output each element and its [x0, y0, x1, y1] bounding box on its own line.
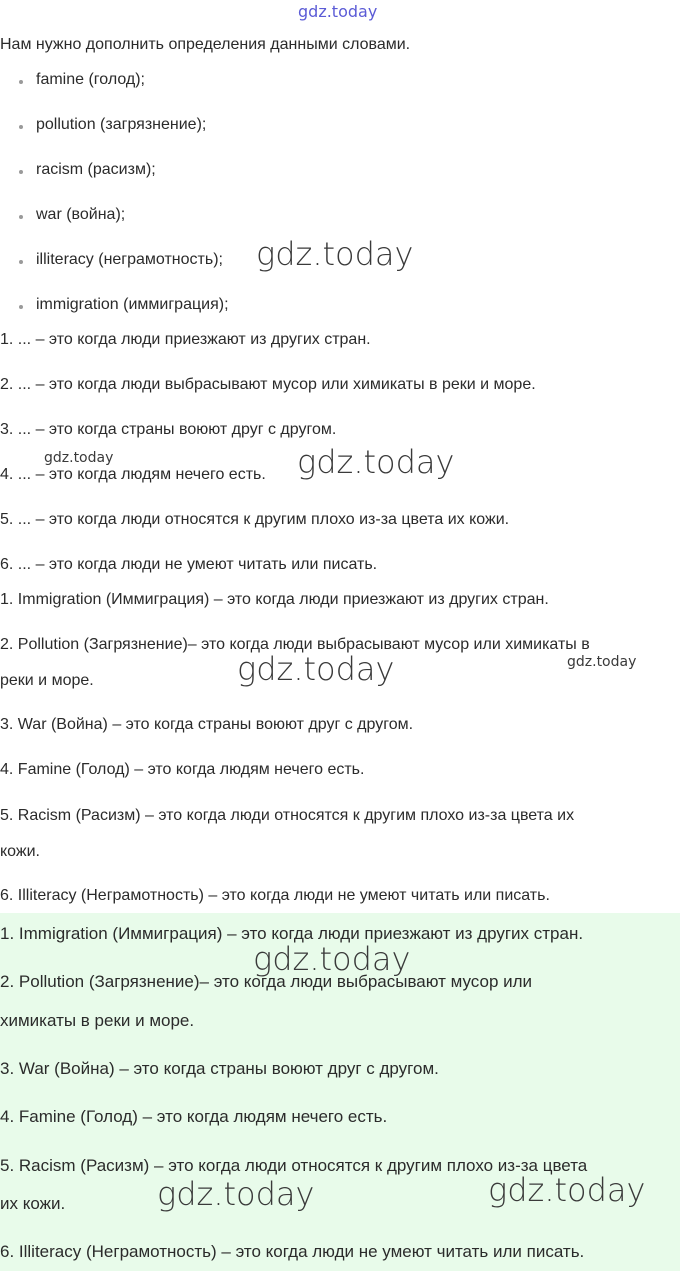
bullet-icon — [19, 305, 23, 309]
answer-line: 4. Famine (Голод) – это когда людям нечего есть. — [0, 1107, 388, 1126]
solution-line: реки и море. — [0, 672, 94, 689]
bullet-icon — [19, 80, 23, 84]
solution-line: 1. Immigration (Иммиграция) – это когда люди приезжают из других стран. — [0, 591, 549, 608]
task-line: 2. ... – это когда люди выбрасывают мусор или химикаты в реки и море. — [0, 376, 536, 393]
answer-line: 3. War (Война) – это когда страны воюют друг с другом. — [0, 1059, 439, 1078]
answer-line: их кожи. — [0, 1194, 66, 1213]
watermark: gdz.today — [157, 1175, 315, 1213]
task-line: 3. ... – это когда страны воюют друг с другом. — [0, 421, 337, 438]
bullet-icon — [19, 215, 23, 219]
watermark: gdz.today — [44, 450, 114, 466]
watermark: gdz.today — [567, 654, 637, 670]
solution-line: 2. Pollution (Загрязнение)– это когда люди выбрасывают мусор или химикаты в — [0, 636, 590, 653]
task-line: 5. ... – это когда люди относятся к другим плохо из-за цвета их кожи. — [0, 511, 510, 528]
answer-line: 5. Racism (Расизм) – это когда люди относятся к другим плохо из-за цвета — [0, 1156, 588, 1175]
answer-line: химикаты в реки и море. — [0, 1011, 195, 1030]
bullet-icon — [19, 260, 23, 264]
solution-line: 5. Racism (Расизм) – это когда люди относятся к другим плохо из-за цвета их — [0, 807, 575, 824]
bullet-icon — [19, 170, 23, 174]
list-item: immigration (иммиграция); — [36, 296, 229, 313]
task-line: 4. ... – это когда людям нечего есть. — [0, 466, 266, 483]
task-line: 1. ... – это когда люди приезжают из других стран. — [0, 331, 371, 348]
list-item: illiteracy (неграмотность); — [36, 251, 223, 268]
task-line: 6. ... – это когда люди не умеют читать или писать. — [0, 556, 378, 573]
list-item: famine (голод); — [36, 71, 145, 88]
watermark-top: gdz.today — [298, 2, 378, 21]
solution-line: 4. Famine (Голод) – это когда людям нечего есть. — [0, 761, 365, 778]
list-item: pollution (загрязнение); — [36, 116, 207, 133]
answer-line: 1. Immigration (Иммиграция) – это когда люди приезжают из других стран. — [0, 924, 584, 943]
watermark: gdz.today — [253, 940, 411, 978]
answer-line: 6. Illiteracy (Неграмотность) – это когда люди не умеют читать или писать. — [0, 1242, 585, 1261]
watermark: gdz.today — [297, 443, 455, 481]
bullet-icon — [19, 125, 23, 129]
list-item: racism (расизм); — [36, 161, 156, 178]
list-item: war (война); — [36, 206, 126, 223]
solution-line: 3. War (Война) – это когда страны воюют друг с другом. — [0, 716, 414, 733]
watermark: gdz.today — [256, 235, 414, 273]
watermark: gdz.today — [488, 1171, 646, 1209]
watermark: gdz.today — [237, 650, 395, 688]
intro-text: Нам нужно дополнить определения данными словами. — [0, 36, 411, 53]
solution-line: кожи. — [0, 843, 40, 860]
answer-line: 2. Pollution (Загрязнение)– это когда люди выбрасывают мусор или — [0, 972, 533, 991]
solution-line: 6. Illiteracy (Неграмотность) – это когда люди не умеют читать или писать. — [0, 887, 550, 904]
